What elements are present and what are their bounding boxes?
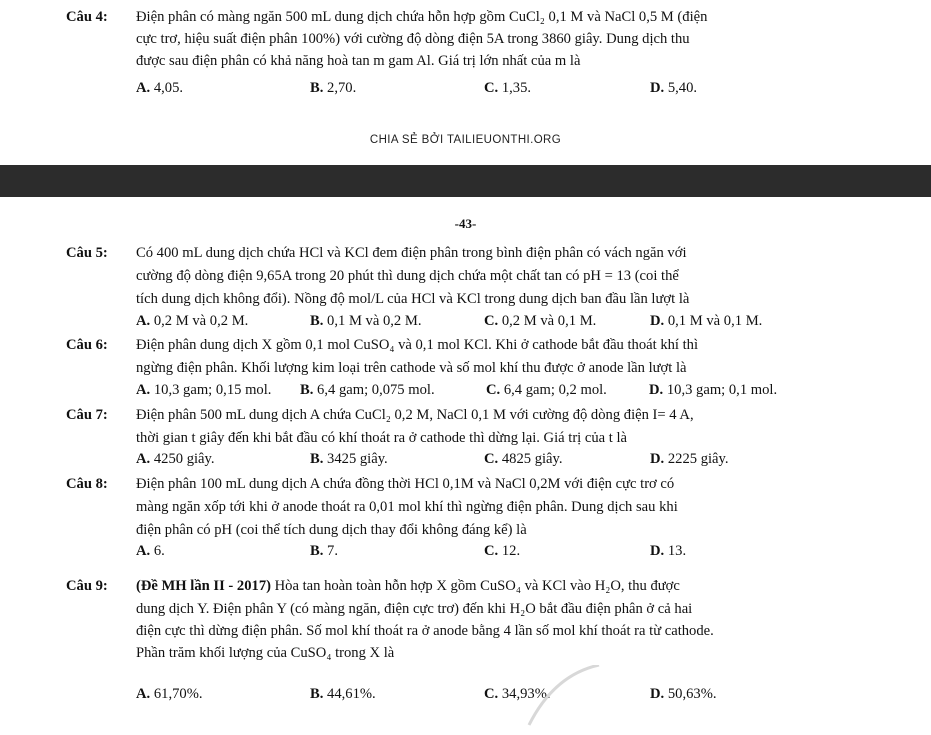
option-b: B. 6,4 gam; 0,075 mol.	[300, 382, 435, 398]
option-a: A. 61,70%.	[136, 686, 203, 702]
question-source: (Đề MH lần II - 2017)	[136, 578, 271, 594]
option-a: A. 0,2 M và 0,2 M.	[136, 313, 249, 329]
question-9	[66, 575, 926, 675]
page-break-band	[0, 165, 931, 197]
question-6	[66, 334, 926, 384]
question-text-line: Điện phân 100 mL dung dịch A chứa đồng thời HCl 0,1M và NaCl 0,2M với điện cực trơ có	[136, 476, 675, 492]
option-b: B. 7.	[310, 543, 338, 559]
question-7	[66, 404, 926, 454]
option-b: B. 44,61%.	[310, 686, 376, 702]
question-text-line: Điện phân 500 mL dung dịch A chứa CuCl₂ 0,2 M, NaCl 0,1 M với cường độ dòng điện I= 4 A,	[136, 407, 694, 423]
option-d: D. 2225 giây.	[650, 451, 729, 467]
question-text-line: thời gian t giây đến khi bắt đầu có khí thoát ra ở cathode thì dừng lại. Giá trị của t là	[136, 430, 628, 446]
option-c: C. 12.	[484, 543, 521, 559]
question-text-line: được sau điện phân có khả năng hoà tan m gam Al. Giá trị lớn nhất của m là	[136, 53, 581, 69]
question-5	[66, 242, 926, 312]
option-b: B. 3425 giây.	[310, 451, 388, 467]
option-a: A. 10,3 gam; 0,15 mol.	[136, 382, 272, 398]
question-text-line: điện phân có pH (coi thể tích dung dịch thay đổi không đáng kể) là	[136, 522, 527, 538]
question-text-line: màng ngăn xốp tới khi ở anode thoát ra 0,01 mol khí thì ngừng điện phân. Dung dịch sau khi	[136, 499, 678, 515]
option-d: D. 5,40.	[650, 80, 698, 96]
question-text-line: cực trơ, hiệu suất điện phân 100%) với cường độ dòng điện 5A trong 3860 giây. Dung dịch thu	[136, 31, 690, 47]
watermark-graphic	[524, 665, 604, 735]
option-d: D. 50,63%.	[650, 686, 717, 702]
question-label: Câu 5:	[66, 245, 108, 261]
option-d: D. 10,3 gam; 0,1 mol.	[649, 382, 778, 398]
option-c: C. 1,35.	[484, 80, 532, 96]
question-text-line: Điện phân dung dịch X gồm 0,1 mol CuSO₄ và 0,1 mol KCl. Khi ở cathode bắt đầu thoát khí thì	[136, 337, 699, 353]
question-text-line: Có 400 mL dung dịch chứa HCl và KCl đem điện phân trong bình điện phân có vách ngăn với	[136, 245, 687, 261]
option-a: A. 6.	[136, 543, 165, 559]
question-label: Câu 6:	[66, 337, 108, 353]
option-b: B. 0,1 M và 0,2 M.	[310, 313, 422, 329]
question-text-line: cường độ dòng điện 9,65A trong 20 phút thì dung dịch chứa một chất tan có pH = 13 (coi thể	[136, 268, 679, 284]
option-d: D. 13.	[650, 543, 687, 559]
question-text-line: Điện phân có màng ngăn 500 mL dung dịch chứa hỗn hợp gồm CuCl₂ 0,1 M và NaCl 0,5 M (điện	[136, 9, 708, 25]
option-c: C. 4825 giây.	[484, 451, 563, 467]
share-footer: CHIA SẺ BỞI TAILIEUONTHI.ORG	[369, 134, 562, 146]
question-text-line: tích dung dịch không đổi). Nồng độ mol/L của HCl và KCl trong dung dịch ban đầu lần lượt là	[136, 291, 690, 307]
question-text-line: (Đề MH lần II - 2017) Hòa tan hoàn toàn hỗn hợp X gồm CuSO₄ và KCl vào H₂O, thu được	[136, 578, 680, 594]
question-8	[66, 473, 926, 543]
question-text-line: ngừng điện phân. Khối lượng kim loại trên cathode và số mol khí thu được ở anode lần lượt là	[136, 360, 687, 376]
option-a: A. 4,05.	[136, 80, 184, 96]
option-c: C. 0,2 M và 0,1 M.	[484, 313, 597, 329]
question-label: Câu 7:	[66, 407, 108, 423]
page-number: -43-	[454, 216, 477, 231]
question-text-line: điện cực thì dừng điện phân. Số mol khí thoát ra ở anode bằng 4 lần số mol khí thoát ra từ cathode.	[136, 623, 714, 639]
question-text-line: dung dịch Y. Điện phân Y (có màng ngăn, điện cực trơ) đến khi H₂O bắt đầu điện phân ở cả hai	[136, 601, 693, 617]
option-d: D. 0,1 M và 0,1 M.	[650, 313, 763, 329]
question-label: Câu 4:	[66, 9, 108, 25]
option-c: C. 6,4 gam; 0,2 mol.	[486, 382, 607, 398]
question-label: Câu 9:	[66, 578, 108, 594]
option-a: A. 4250 giây.	[136, 451, 215, 467]
question-text-line: Phần trăm khối lượng của CuSO₄ trong X là	[136, 645, 395, 661]
question-label: Câu 8:	[66, 476, 108, 492]
option-c: C. 34,93%.	[484, 686, 551, 702]
option-b: B. 2,70.	[310, 80, 357, 96]
